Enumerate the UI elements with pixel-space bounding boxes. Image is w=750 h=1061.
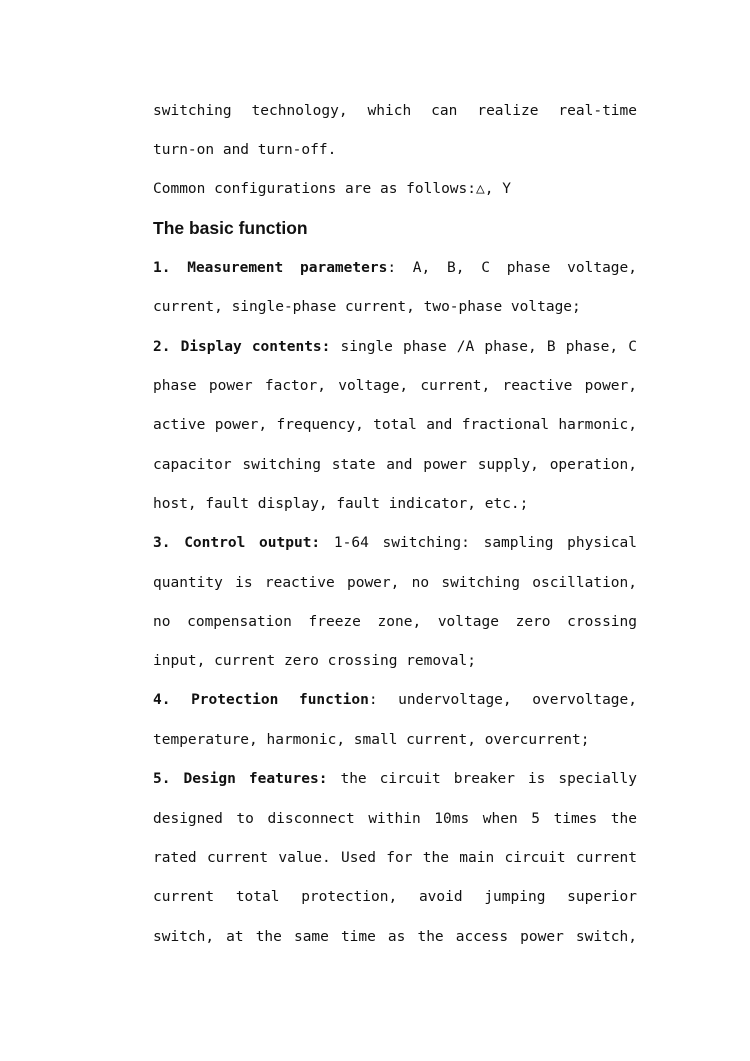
item-4-label: 4. Protection function bbox=[153, 692, 369, 708]
item-3-label: 3. Control output: bbox=[153, 535, 321, 551]
item-5-label: 5. Design features: bbox=[153, 771, 328, 787]
intro-line-2: turn-on and turn-off. bbox=[153, 142, 337, 158]
item-3-first-line bbox=[153, 533, 637, 553]
item-2-line: host, fault display, fault indicator, etc.; bbox=[153, 496, 529, 512]
item-2-line: active power, frequency, total and fractional harmonic, bbox=[153, 417, 637, 433]
item-3-line: no compensation freeze zone, voltage zero crossing bbox=[153, 614, 637, 630]
item-4-line: temperature, harmonic, small current, overcurrent; bbox=[153, 732, 590, 748]
item-4-first-line bbox=[153, 690, 637, 710]
item-2-first-line-text: single phase /A phase, B phase, C bbox=[330, 339, 637, 355]
item-1-line: current, single-phase current, two-phase voltage; bbox=[153, 299, 581, 315]
intro-line-3: Common configurations are as follows:△, Y bbox=[153, 181, 511, 197]
item-5-line: designed to disconnect within 10ms when 5 times the bbox=[153, 811, 637, 827]
section-heading: The basic function bbox=[153, 218, 308, 238]
item-1-label: 1. Measurement parameters bbox=[153, 260, 388, 276]
item-2-first-line bbox=[153, 337, 637, 357]
item-5-line: rated current value. Used for the main circuit current bbox=[153, 850, 637, 866]
item-5-line: current total protection, avoid jumping superior bbox=[153, 889, 637, 905]
item-3-line: input, current zero crossing removal; bbox=[153, 653, 477, 669]
item-2-line: phase power factor, voltage, current, reactive power, bbox=[153, 378, 637, 394]
item-2-label: 2. Display contents: bbox=[153, 339, 331, 355]
item-4-first-line-text: : undervoltage, overvoltage, bbox=[368, 692, 637, 708]
item-5-line: switch, at the same time as the access power switch, bbox=[153, 929, 637, 945]
intro-line-1: switching technology, which can realize real-time bbox=[153, 103, 637, 119]
item-5-first-line-text: the circuit breaker is specially bbox=[327, 771, 637, 787]
item-2-line: capacitor switching state and power supply, operation, bbox=[153, 457, 637, 473]
item-1-first-line bbox=[153, 258, 637, 278]
item-1-first-line-text: : A, B, C phase voltage, bbox=[387, 260, 637, 276]
item-5-first-line bbox=[153, 769, 637, 789]
item-3-first-line-text: 1-64 switching: sampling physical bbox=[320, 535, 637, 551]
item-3-line: quantity is reactive power, no switching oscillation, bbox=[153, 575, 637, 591]
